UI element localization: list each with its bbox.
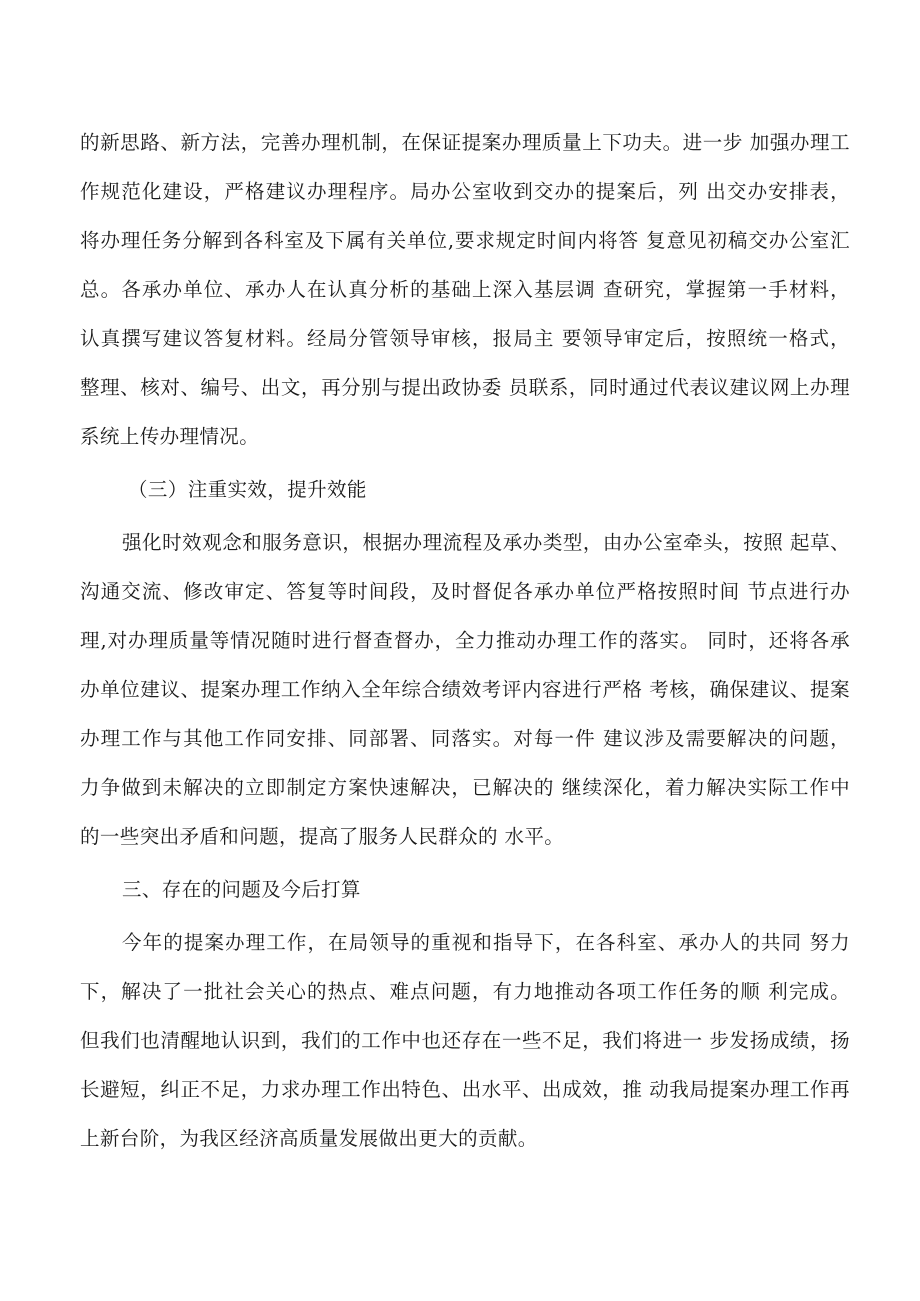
paragraph-line: 办单位建议、提案办理工作纳入全年综合绩效考评内容进行严格 考核，确保建议、提案 bbox=[80, 678, 850, 701]
paragraph-line: 理,对办理质量等情况随时进行督查督办，全力推动办理工作的落实。 同时，还将各承 bbox=[80, 629, 850, 652]
paragraph-line: 将办理任务分解到各科室及下属有关单位,要求规定时间内将答 复意见初稿交办公室汇 bbox=[80, 229, 850, 252]
paragraph-line: 的新思路、新方法，完善办理机制，在保证提案办理质量上下功夫。进一步 加强办理工 bbox=[80, 131, 850, 154]
paragraph-line: 但我们也清醒地认识到，我们的工作中也还存在一些不足，我们将进一 步发扬成绩，扬 bbox=[80, 1029, 850, 1052]
paragraph-line: 今年的提案办理工作，在局领导的重视和指导下，在各科室、承办人的共同 努力 bbox=[122, 931, 850, 954]
paragraph-line: 系统上传办理情况。 bbox=[80, 425, 260, 448]
paragraph-line: 力争做到未解决的立即制定方案快速解决，已解决的 继续深化，着力解决实际工作中 bbox=[80, 776, 850, 799]
section-heading-main: 三、存在的问题及今后打算 bbox=[122, 878, 361, 901]
paragraph-line: 认真撰写建议答复材料。经局分管领导审核，报局主 要领导审定后，按照统一格式， bbox=[80, 327, 850, 350]
paragraph-line: 强化时效观念和服务意识，根据办理流程及承办类型，由办公室牵头，按照 起草、 bbox=[122, 531, 850, 554]
paragraph-line: 作规范化建设，严格建议办理程序。局办公室收到交办的提案后，列 出交办安排表， bbox=[80, 180, 850, 203]
section-heading-3: （三）注重实效，提升效能 bbox=[128, 478, 367, 501]
paragraph-line: 上新台阶，为我区经济高质量发展做出更大的贡献。 bbox=[80, 1127, 538, 1150]
paragraph-line: 下，解决了一批社会关心的热点、难点问题，有力地推动各项工作任务的顺 利完成。 bbox=[80, 980, 850, 1003]
paragraph-line: 整理、核对、编号、出文，再分别与提出政协委 员联系，同时通过代表议建议网上办理 bbox=[80, 376, 850, 399]
paragraph-line: 的一些突出矛盾和问题，提高了服务人民群众的 水平。 bbox=[80, 825, 565, 848]
paragraph-line: 沟通交流、修改审定、答复等时间段，及时督促各承办单位严格按照时间 节点进行办 bbox=[80, 580, 850, 603]
paragraph-line: 总。各承办单位、承办人在认真分析的基础上深入基层调 查研究，掌握第一手材料， bbox=[80, 278, 850, 301]
paragraph-line: 长避短，纠正不足，力求办理工作出特色、出水平、出成效，推 动我局提案办理工作再 bbox=[80, 1078, 850, 1101]
paragraph-line: 办理工作与其他工作同安排、同部署、同落实。对每一件 建议涉及需要解决的问题， bbox=[80, 727, 850, 750]
